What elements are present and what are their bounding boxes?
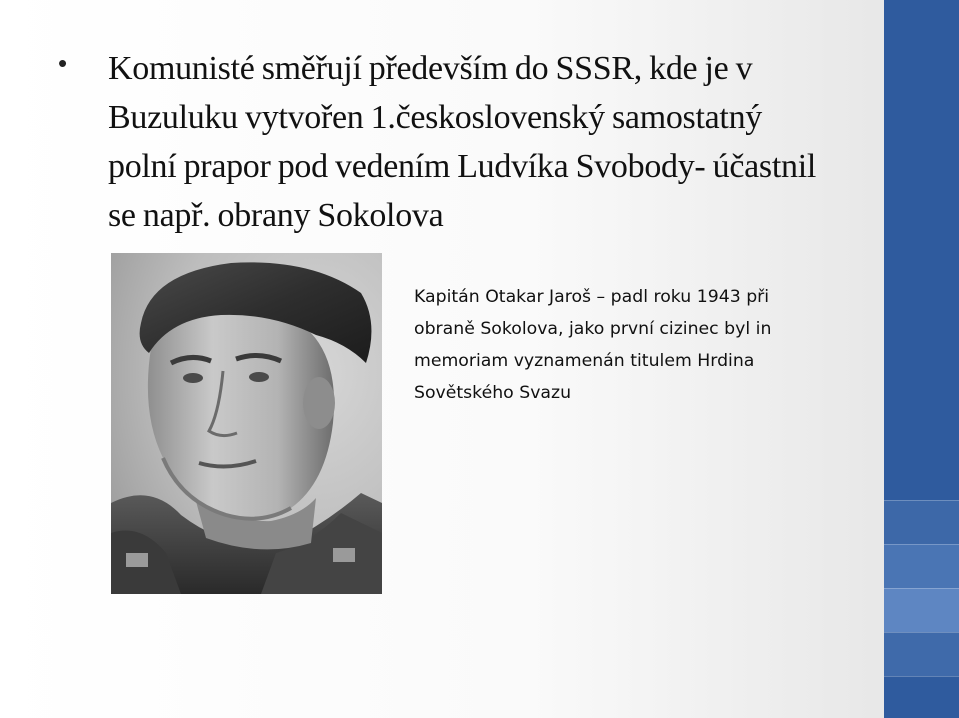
side-panel-divider [884,676,959,677]
side-panel-segment [884,0,959,500]
side-panel-divider [884,588,959,589]
side-panel-divider [884,544,959,545]
side-panel-segment [884,588,959,632]
decorative-side-panel [884,0,959,718]
side-panel-segment [884,632,959,676]
side-panel-divider [884,500,959,501]
side-panel-segment [884,500,959,544]
bullet-text: Komunisté směřují především do SSSR, kde je v Buzuluku vytvořen 1.československý samostatný polní prapor pod vedením Ludvíka Svobody- účastnil se např. obrany Sokolova [108,50,816,234]
side-panel-segment [884,544,959,588]
bullet-point [58,44,818,240]
side-panel-segment [884,676,959,718]
bullet-marker: • [58,48,68,78]
portrait-caption: Kapitán Otakar Jaroš – padl roku 1943 při obraně Sokolova, jako první cizinec byl in memoriam vyznamenán titulem Hrdina Sovětského Svazu [414,287,772,403]
portrait-photo [111,253,382,594]
side-panel-divider [884,632,959,633]
